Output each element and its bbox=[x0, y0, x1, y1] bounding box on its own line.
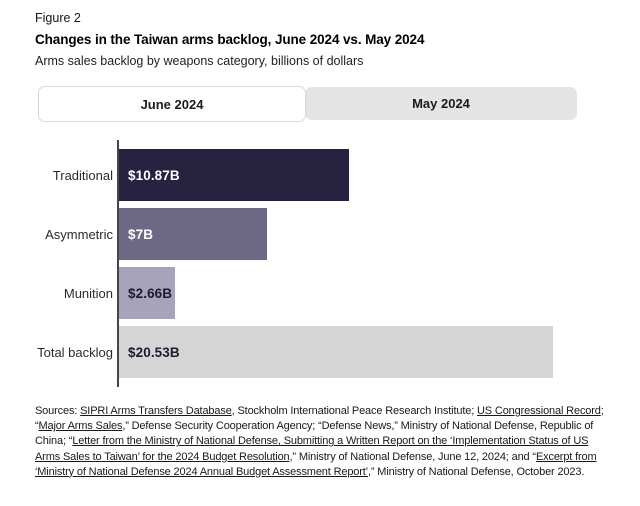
source-link-5[interactable]: Major Arms Sales bbox=[38, 420, 123, 433]
bar-value-label-total-backlog: $20.53B bbox=[128, 344, 180, 360]
source-text-2: , Stockholm International Peace Research Institute; bbox=[231, 405, 478, 417]
period-tabs bbox=[38, 86, 577, 122]
source-text-6: ,” Defense Security Cooperation Agency; “Defense News,” Ministry of National Defense, Republic of China; “ bbox=[35, 420, 594, 448]
source-link-1[interactable]: SIPRI Arms Transfers Database bbox=[80, 405, 232, 417]
figure-label: Figure 2 bbox=[35, 11, 81, 25]
bar-asymmetric bbox=[119, 208, 267, 260]
source-text-8: ,” Ministry of National Defense, June 12, 2024; and “ bbox=[289, 450, 536, 463]
figure-title: Changes in the Taiwan arms backlog, June 2024 vs. May 2024 bbox=[35, 32, 425, 47]
sources-note bbox=[35, 404, 613, 480]
bar-traditional bbox=[119, 149, 349, 201]
bar-value-label-asymmetric: $7B bbox=[128, 226, 154, 242]
source-link-3[interactable]: US Congressional Record bbox=[477, 405, 601, 417]
bar-value-label-traditional: $10.87B bbox=[128, 167, 180, 183]
source-text-0: Sources: bbox=[35, 405, 81, 417]
source-link-9[interactable]: Excerpt from ‘Ministry of National Defense 2024 Annual Budget Assessment Report’ bbox=[35, 450, 597, 478]
category-label-total-backlog: Total backlog bbox=[37, 344, 113, 360]
source-link-7[interactable]: Letter from the Ministry of National Defense, Submitting a Written Report on the ‘Implementation Status of US Arms Sales to Taiwan’ for the 2024 Budget Resolution bbox=[35, 435, 589, 463]
category-label-munition: Munition bbox=[63, 285, 113, 301]
category-label-traditional: Traditional bbox=[52, 167, 113, 183]
bar-total-backlog bbox=[119, 326, 553, 378]
bar-munition bbox=[119, 267, 175, 319]
source-text-4: ; “ bbox=[35, 405, 604, 433]
tab-june-2024[interactable]: June 2024 bbox=[38, 86, 306, 122]
bar-value-label-munition: $2.66B bbox=[128, 285, 173, 301]
source-text-10: ,” Ministry of National Defense, October 2023. bbox=[367, 465, 585, 478]
figure-subtitle: Arms sales backlog by weapons category, billions of dollars bbox=[35, 54, 364, 68]
category-label-asymmetric: Asymmetric bbox=[45, 226, 113, 242]
tab-may-2024[interactable]: May 2024 bbox=[305, 87, 577, 120]
